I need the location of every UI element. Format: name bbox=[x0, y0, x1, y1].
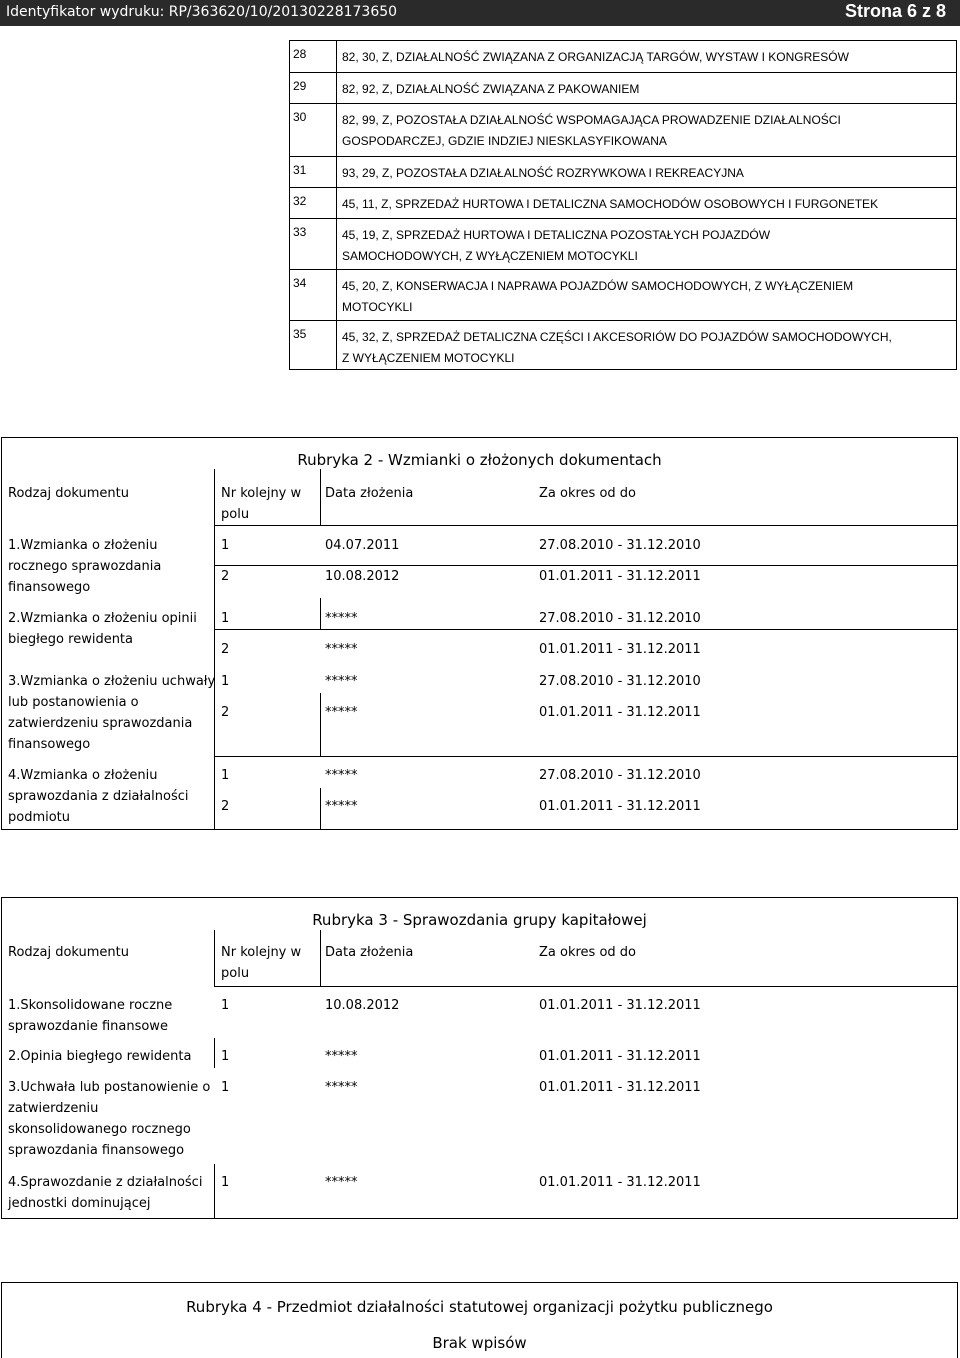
document-type: 4.Wzmianka o złożeniu bbox=[8, 768, 158, 783]
pkd-table bbox=[289, 40, 957, 370]
column-divider bbox=[214, 469, 215, 830]
document-type: lub postanowienia o bbox=[8, 695, 139, 710]
header-document-type: Rodzaj dokumentu bbox=[8, 945, 129, 960]
filing-date: 10.08.2012 bbox=[325, 998, 400, 1013]
document-type: 3.Uchwała lub postanowienie o bbox=[8, 1080, 211, 1095]
filing-date: ***** bbox=[325, 674, 358, 689]
document-type: zatwierdzeniu sprawozdania bbox=[8, 716, 193, 731]
header-entry-number: polu bbox=[221, 507, 250, 522]
period: 27.08.2010 - 31.12.2010 bbox=[539, 611, 701, 626]
filing-date: ***** bbox=[325, 768, 358, 783]
header-entry-number: Nr kolejny w bbox=[221, 945, 302, 960]
filing-date: ***** bbox=[325, 1049, 358, 1064]
header-period: Za okres od do bbox=[539, 486, 636, 501]
document-type: 1.Wzmianka o złożeniu bbox=[8, 538, 158, 553]
entry-number: 1 bbox=[221, 611, 230, 626]
entry-number: 2 bbox=[221, 642, 230, 657]
document-type: rocznego sprawozdania bbox=[8, 559, 162, 574]
entry-number: 2 bbox=[221, 705, 230, 720]
document-type: biegłego rewidenta bbox=[8, 632, 133, 647]
row-divider bbox=[214, 629, 958, 630]
row-text: GOSPODARCZEJ, GDZIE INDZIEJ NIESKLASYFIKOWANA bbox=[342, 134, 667, 148]
document-type: 2.Wzmianka o złożeniu opinii bbox=[8, 611, 197, 626]
period: 01.01.2011 - 31.12.2011 bbox=[539, 1175, 701, 1190]
print-header bbox=[0, 0, 960, 26]
filing-date: ***** bbox=[325, 1080, 358, 1095]
filing-date: ***** bbox=[325, 611, 358, 626]
header-filing-date: Data złożenia bbox=[325, 945, 414, 960]
section-4-box bbox=[1, 1282, 958, 1358]
column-divider bbox=[214, 930, 215, 986]
row-text: MOTOCYKLI bbox=[342, 300, 413, 314]
table-row bbox=[290, 187, 956, 219]
period: 27.08.2010 - 31.12.2010 bbox=[539, 674, 701, 689]
period: 01.01.2011 - 31.12.2011 bbox=[539, 998, 701, 1013]
table-row bbox=[290, 218, 956, 270]
empty-notice: Brak wpisów bbox=[432, 1334, 527, 1352]
row-number: 33 bbox=[293, 225, 307, 239]
table-row bbox=[290, 269, 956, 321]
row-number: 35 bbox=[293, 327, 307, 341]
row-number: 29 bbox=[293, 79, 307, 93]
filing-date: ***** bbox=[325, 1175, 358, 1190]
document-type: 1.Skonsolidowane roczne bbox=[8, 998, 173, 1013]
section-2-box bbox=[1, 437, 958, 830]
row-text: 82, 99, Z, POZOSTAŁA DZIAŁALNOŚĆ WSPOMAGAJĄCA PROWADZENIE DZIAŁALNOŚCI bbox=[342, 113, 841, 127]
column-divider bbox=[320, 693, 321, 756]
filing-date: ***** bbox=[325, 705, 358, 720]
filing-date: 04.07.2011 bbox=[325, 538, 400, 553]
entry-number: 1 bbox=[221, 1049, 230, 1064]
filing-date: 10.08.2012 bbox=[325, 569, 400, 584]
header-period: Za okres od do bbox=[539, 945, 636, 960]
document-type: sprawozdanie finansowe bbox=[8, 1019, 168, 1034]
column-divider bbox=[214, 1164, 215, 1219]
entry-number: 1 bbox=[221, 538, 230, 553]
header-entry-number: Nr kolejny w bbox=[221, 486, 302, 501]
document-type: zatwierdzeniu bbox=[8, 1101, 99, 1116]
table-row bbox=[290, 72, 956, 104]
row-text: 45, 11, Z, SPRZEDAŻ HURTOWA I DETALICZNA SAMOCHODÓW OSOBOWYCH I FURGONETEK bbox=[342, 197, 879, 211]
row-number: 32 bbox=[293, 194, 307, 208]
period: 27.08.2010 - 31.12.2010 bbox=[539, 768, 701, 783]
document-type: sprawozdania finansowego bbox=[8, 1143, 185, 1158]
section-3-box bbox=[1, 897, 958, 1219]
header-document-type: Rodzaj dokumentu bbox=[8, 486, 129, 501]
column-divider bbox=[320, 598, 321, 629]
period: 01.01.2011 - 31.12.2011 bbox=[539, 1080, 701, 1095]
row-divider bbox=[214, 986, 958, 987]
row-number: 28 bbox=[293, 47, 307, 61]
row-text: 82, 92, Z, DZIAŁALNOŚĆ ZWIĄZANA Z PAKOWANIEM bbox=[342, 82, 640, 96]
period: 27.08.2010 - 31.12.2010 bbox=[539, 538, 701, 553]
section-3-title: Rubryka 3 - Sprawozdania grupy kapitałowej bbox=[312, 911, 647, 929]
entry-number: 1 bbox=[221, 998, 230, 1013]
document-type: jednostki dominującej bbox=[8, 1196, 151, 1211]
row-number: 30 bbox=[293, 110, 307, 124]
row-text: 93, 29, Z, POZOSTAŁA DZIAŁALNOŚĆ ROZRYWKOWA I REKREACYJNA bbox=[342, 166, 744, 180]
document-type: 4.Sprawozdanie z działalności bbox=[8, 1175, 203, 1190]
entry-number: 2 bbox=[221, 569, 230, 584]
row-text: SAMOCHODOWYCH, Z WYŁĄCZENIEM MOTOCYKLI bbox=[342, 249, 638, 263]
column-divider bbox=[320, 788, 321, 830]
filing-date: ***** bbox=[325, 642, 358, 657]
header-entry-number: polu bbox=[221, 966, 250, 981]
table-row bbox=[290, 41, 956, 72]
row-number: 34 bbox=[293, 276, 307, 290]
row-text: 45, 32, Z, SPRZEDAŻ DETALICZNA CZĘŚCI I AKCESORIÓW DO POJAZDÓW SAMOCHODOWYCH, bbox=[342, 330, 892, 344]
row-text: 82, 30, Z, DZIAŁALNOŚĆ ZWIĄZANA Z ORGANIZACJĄ TARGÓW, WYSTAW I KONGRESÓW bbox=[342, 50, 849, 64]
row-text: 45, 20, Z, KONSERWACJA I NAPRAWA POJAZDÓW SAMOCHODOWYCH, Z WYŁĄCZENIEM bbox=[342, 279, 854, 293]
document-type: sprawozdania z działalności bbox=[8, 789, 189, 804]
entry-number: 1 bbox=[221, 674, 230, 689]
period: 01.01.2011 - 31.12.2011 bbox=[539, 642, 701, 657]
document-type: finansowego bbox=[8, 580, 91, 595]
document-type: 2.Opinia biegłego rewidenta bbox=[8, 1049, 192, 1064]
period: 01.01.2011 - 31.12.2011 bbox=[539, 705, 701, 720]
column-divider bbox=[320, 930, 321, 986]
section-4-title: Rubryka 4 - Przedmiot działalności statutowej organizacji pożytku publicznego bbox=[186, 1298, 773, 1316]
document-type: podmiotu bbox=[8, 810, 71, 825]
entry-number: 2 bbox=[221, 799, 230, 814]
document-type: 3.Wzmianka o złożeniu uchwały bbox=[8, 674, 216, 689]
page-number: Strona 6 z 8 bbox=[844, 1, 946, 21]
header-filing-date: Data złożenia bbox=[325, 486, 414, 501]
entry-number: 1 bbox=[221, 1175, 230, 1190]
section-2-title: Rubryka 2 - Wzmianki o złożonych dokumentach bbox=[297, 451, 662, 469]
filing-date: ***** bbox=[325, 799, 358, 814]
row-divider bbox=[214, 525, 958, 526]
row-text: Z WYŁĄCZENIEM MOTOCYKLI bbox=[342, 351, 515, 365]
table-row bbox=[290, 103, 956, 157]
row-text: 45, 19, Z, SPRZEDAŻ HURTOWA I DETALICZNA POZOSTAŁYCH POJAZDÓW bbox=[342, 228, 771, 242]
period: 01.01.2011 - 31.12.2011 bbox=[539, 1049, 701, 1064]
document-type: finansowego bbox=[8, 737, 91, 752]
table-row bbox=[290, 320, 956, 370]
entry-number: 1 bbox=[221, 768, 230, 783]
row-number: 31 bbox=[293, 163, 307, 177]
row-divider bbox=[214, 756, 958, 757]
print-identifier: Identyfikator wydruku: RP/363620/10/20130228173650 bbox=[6, 4, 398, 20]
entry-number: 1 bbox=[221, 1080, 230, 1095]
document-type: skonsolidowanego rocznego bbox=[8, 1122, 191, 1137]
period: 01.01.2011 - 31.12.2011 bbox=[539, 799, 701, 814]
column-divider bbox=[214, 1038, 215, 1068]
period: 01.01.2011 - 31.12.2011 bbox=[539, 569, 701, 584]
column-divider bbox=[320, 469, 321, 525]
table-row bbox=[290, 156, 956, 188]
